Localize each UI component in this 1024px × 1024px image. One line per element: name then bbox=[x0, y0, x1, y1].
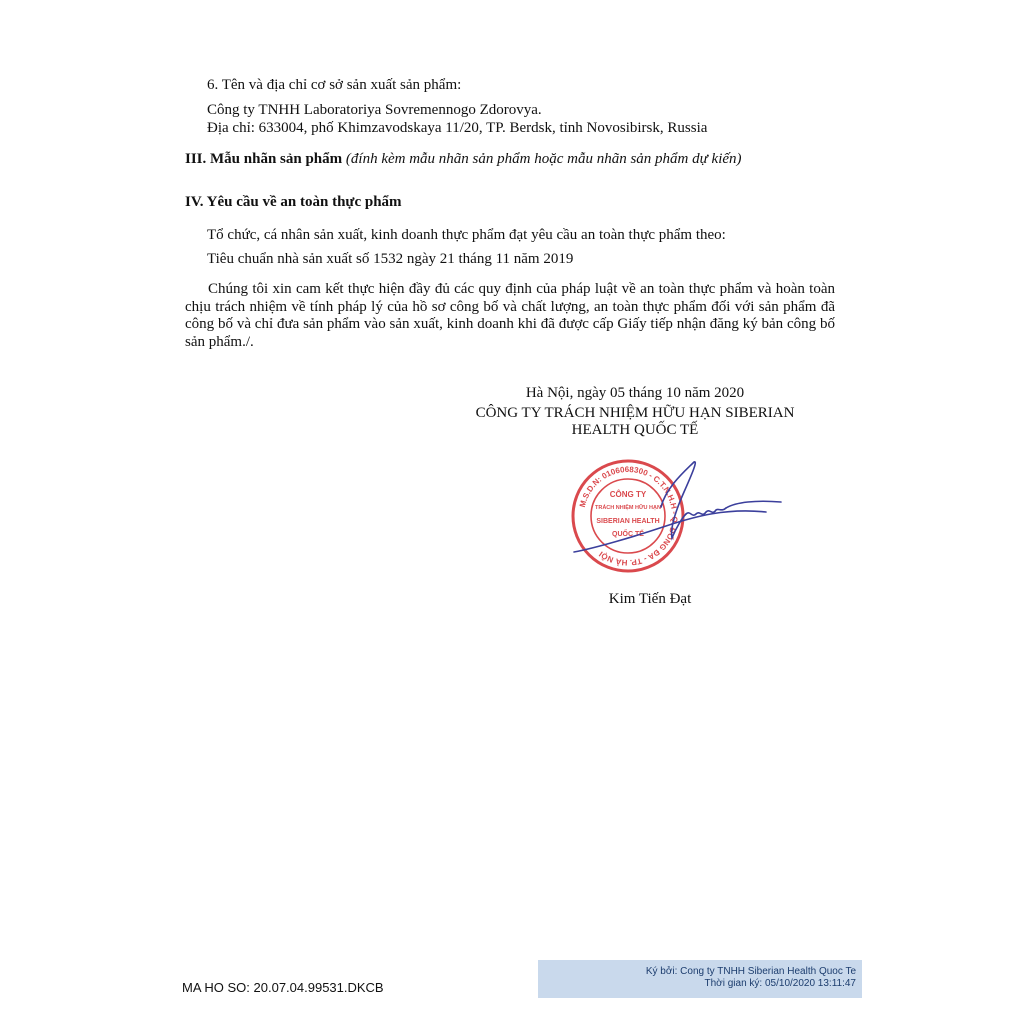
manufacturer-name: Công ty TNHH Laboratoriya Sovremennogo Zdorovya. bbox=[207, 102, 542, 118]
seal-line-1: CÔNG TY bbox=[609, 490, 647, 499]
safety-requirement-line: Tổ chức, cá nhân sản xuất, kinh doanh thực phẩm đạt yêu cầu an toàn thực phẩm theo: bbox=[207, 227, 726, 243]
seal-line-4: QUỐC TẾ bbox=[612, 531, 644, 538]
section6-heading: 6. Tên và địa chỉ cơ sở sản xuất sản phẩm: bbox=[207, 77, 462, 93]
signed-by: Ký bởi: Cong ty TNHH Siberian Health Quoc Te bbox=[645, 966, 856, 977]
signed-time: Thời gian ký: 05/10/2020 13:11:47 bbox=[704, 978, 856, 989]
seal-line-2: TRÁCH NHIỆM HỮU HẠN bbox=[595, 505, 661, 511]
seal-line-3: SIBERIAN HEALTH bbox=[596, 518, 660, 525]
signer-name: Kim Tiến Đạt bbox=[608, 591, 692, 607]
commitment-paragraph: Chúng tôi xin cam kết thực hiện đầy đủ các quy định của pháp luật về an toàn thực phẩm và hoàn toàn chịu trách nhiệm về tính pháp lý của hồ sơ công bố và chất lượng, an toàn thực phẩm đối với sản phẩm đã công bố và chỉ đưa sản phẩm vào sản xuất, kinh doanh khi đã được cấp Giấy tiếp nhận đăng ký bản công bố sản phẩm./. bbox=[185, 281, 835, 350]
seal-ring-text: M.S.D.N: 0106068300 - C.T.N.H.H - Q. ĐỐNG ĐA - TP. HÀ NỘI bbox=[577, 464, 680, 568]
company-name-line1: CÔNG TY TRÁCH NHIỆM HỮU HẠN SIBERIAN bbox=[475, 405, 795, 421]
company-name-line2: HEALTH QUỐC TẾ bbox=[571, 422, 699, 438]
standard-line: Tiêu chuẩn nhà sản xuất số 1532 ngày 21 tháng 11 năm 2019 bbox=[207, 251, 574, 267]
red-seal bbox=[573, 461, 683, 571]
file-code: MA HO SO: 20.07.04.99531.DKCB bbox=[182, 980, 384, 995]
svg-text:M.S.D.N: 0106068300 - C.T.N.H. bbox=[578, 465, 679, 567]
manufacturer-address: Địa chỉ: 633004, phố Khimzavodskaya 11/20, TP. Berdsk, tỉnh Novosibirsk, Russia bbox=[207, 120, 708, 136]
section3-heading: III. Mẫu nhãn sản phẩm bbox=[185, 151, 343, 167]
section3-note: (đính kèm mẫu nhãn sản phẩm hoặc mẫu nhãn sản phẩm dự kiến) bbox=[345, 151, 742, 167]
company-seal-and-signature bbox=[566, 452, 791, 580]
section3-heading-row bbox=[185, 150, 742, 168]
section4-heading: IV. Yêu cầu về an toàn thực phẩm bbox=[185, 194, 402, 210]
digital-signature-box bbox=[538, 960, 862, 998]
place-date: Hà Nội, ngày 05 tháng 10 năm 2020 bbox=[525, 385, 745, 401]
